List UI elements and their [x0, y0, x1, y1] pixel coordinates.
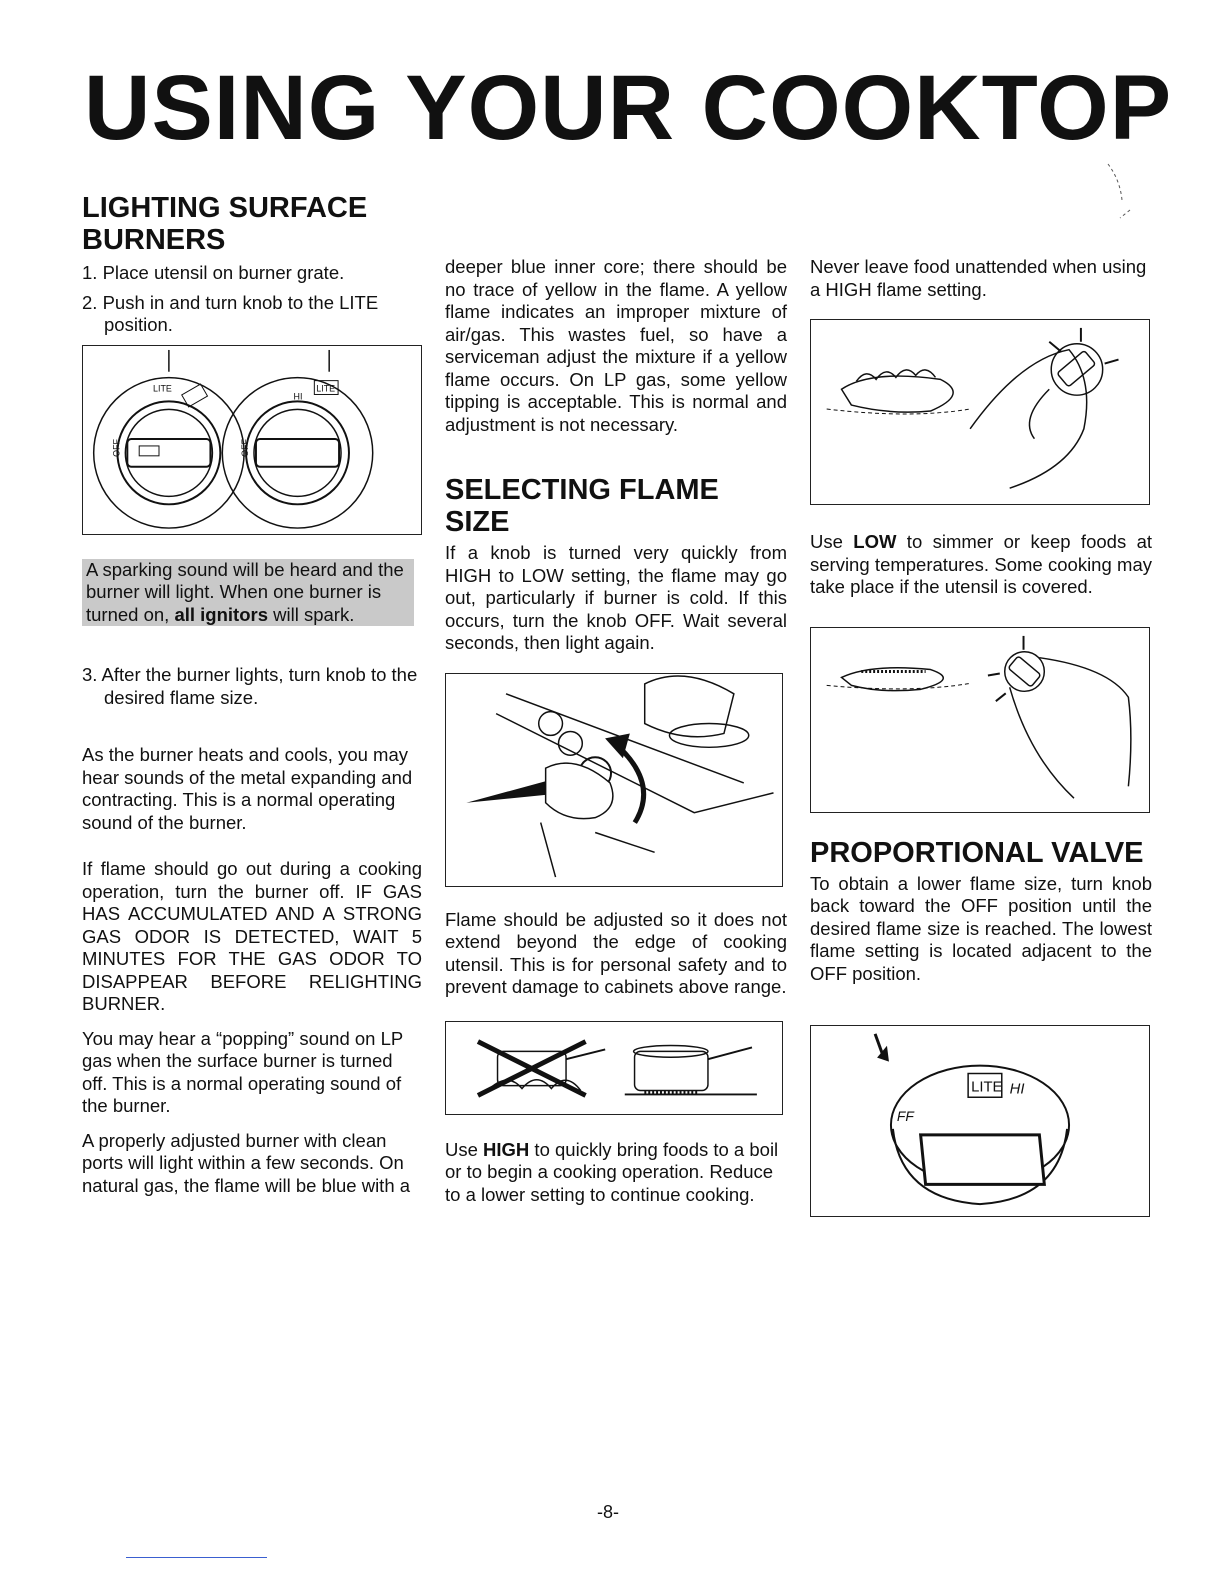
heading-line-2: BURNERS	[82, 224, 226, 256]
page-title: USING YOUR COOKTOP	[84, 57, 1173, 159]
high-keyword: HIGH	[483, 1138, 530, 1160]
para-lower-flame: To obtain a lower flame size, turn knob back toward the OFF position until the desired flame size is reached. The lowest flame setting is located adjacent to the OFF position.	[810, 872, 1152, 984]
para-burner-sounds: As the burner heats and cools, you may hear sounds of the metal expanding and contracting. This is a normal operating sound of the burner.	[82, 744, 413, 833]
page-number: -8-	[597, 1502, 619, 1522]
ignitor-note	[82, 559, 414, 627]
knob-label-lite-right: LITE	[316, 383, 336, 394]
step-3: 3. After the burner lights, turn knob to the desired flame size.	[82, 664, 418, 708]
para-popping-sound: You may hear a “popping” sound on LP gas when the surface burner is turned off. This is a normal operating sound of the burner.	[82, 1027, 403, 1116]
column-right	[810, 256, 1152, 1217]
dial-illustration	[810, 1025, 1150, 1217]
pan-flame-illustration	[445, 1021, 783, 1115]
para-use-low: Use LOW to simmer or keep foods at serving temperatures. Some cooking may take place if the utensil is covered.	[810, 531, 1152, 597]
pan-flame-drawing	[446, 1022, 782, 1114]
ignitor-note-text: A sparking sound will be heard and the burner will light. When one burner is turned on,	[86, 558, 404, 625]
step-1: 1. Place utensil on burner grate.	[82, 262, 345, 283]
dial-drawing	[811, 1026, 1149, 1216]
dial-label-lite: LITE	[971, 1079, 1003, 1096]
para-blue-core: deeper blue inner core; there should be no trace of yellow in the flame. A yellow flame indicates an improper mixture of air/gas. This wastes fuel, so have a serviceman adjust the mixture if a yellow flame occurs. On LP gas, some yellow tipping is acceptable. This is normal and adjustment is not necessary.	[445, 256, 787, 435]
step-2: 2. Push in and turn knob to the LITE position.	[82, 291, 379, 335]
section-heading-flame-size: SELECTING FLAME SIZE	[445, 474, 719, 538]
knob-label-off-left: OFF	[111, 438, 122, 457]
high-flame-drawing	[811, 320, 1149, 504]
ignitor-note-end: will spark.	[268, 603, 355, 625]
section-heading-proportional-valve: PROPORTIONAL VALVE	[810, 836, 1144, 869]
column-left	[82, 192, 422, 1197]
knob-label-hi-right: HI	[293, 390, 303, 401]
section-heading-lighting	[82, 192, 422, 256]
knobs-drawing	[83, 346, 421, 534]
footer-rule	[126, 1557, 267, 1558]
para-use-high: Use HIGH to quickly bring foods to a boil or to begin a cooking operation. Reduce to a lower setting to continue cooking.	[445, 1138, 779, 1205]
knob-label-off-right: OFF	[240, 438, 251, 457]
para-flame-out-warning: If flame should go out during a cooking operation, turn the burner off. IF GAS HAS ACCUMULATED AND A STRONG GAS ODOR IS DETECTED, WAIT 5 MINUTES FOR THE GAS ODOR TO DISAPPEAR BEFORE RELIGHTING BURNER.	[82, 858, 422, 1014]
para-quick-turn: If a knob is turned very quickly from HIGH to LOW setting, the flame may go out, particularly if burner is cold. If this occurs, turn the knob OFF. Wait several seconds, then light again.	[445, 542, 787, 653]
para-properly-adjusted: A properly adjusted burner with clean ports will light within a few seconds. On natural gas, the flame will be blue with a	[82, 1129, 411, 1196]
knob-label-lite-left: LITE	[153, 383, 172, 394]
column-middle	[445, 256, 787, 1206]
dial-label-hi: HI	[1009, 1081, 1025, 1098]
para-flame-edge: Flame should be adjusted so it does not extend beyond the edge of cooking utensil. This is for personal safety and to prevent damage to cabinets above range.	[445, 908, 787, 997]
low-keyword: LOW	[853, 531, 897, 552]
dial-label-off: FF	[896, 1108, 914, 1124]
knobs-illustration	[82, 345, 422, 535]
knob-turn-drawing	[446, 674, 782, 886]
heading-line-1: LIGHTING SURFACE	[82, 192, 368, 224]
high-flame-illustration	[810, 319, 1150, 505]
low-flame-illustration	[810, 627, 1150, 813]
decorative-marks	[1100, 160, 1140, 230]
ignitor-note-bold: all ignitors	[174, 603, 268, 625]
low-flame-drawing	[811, 628, 1149, 812]
knob-turn-illustration	[445, 673, 783, 887]
para-never-unattended: Never leave food unattended when using a HIGH flame setting.	[810, 256, 1147, 300]
